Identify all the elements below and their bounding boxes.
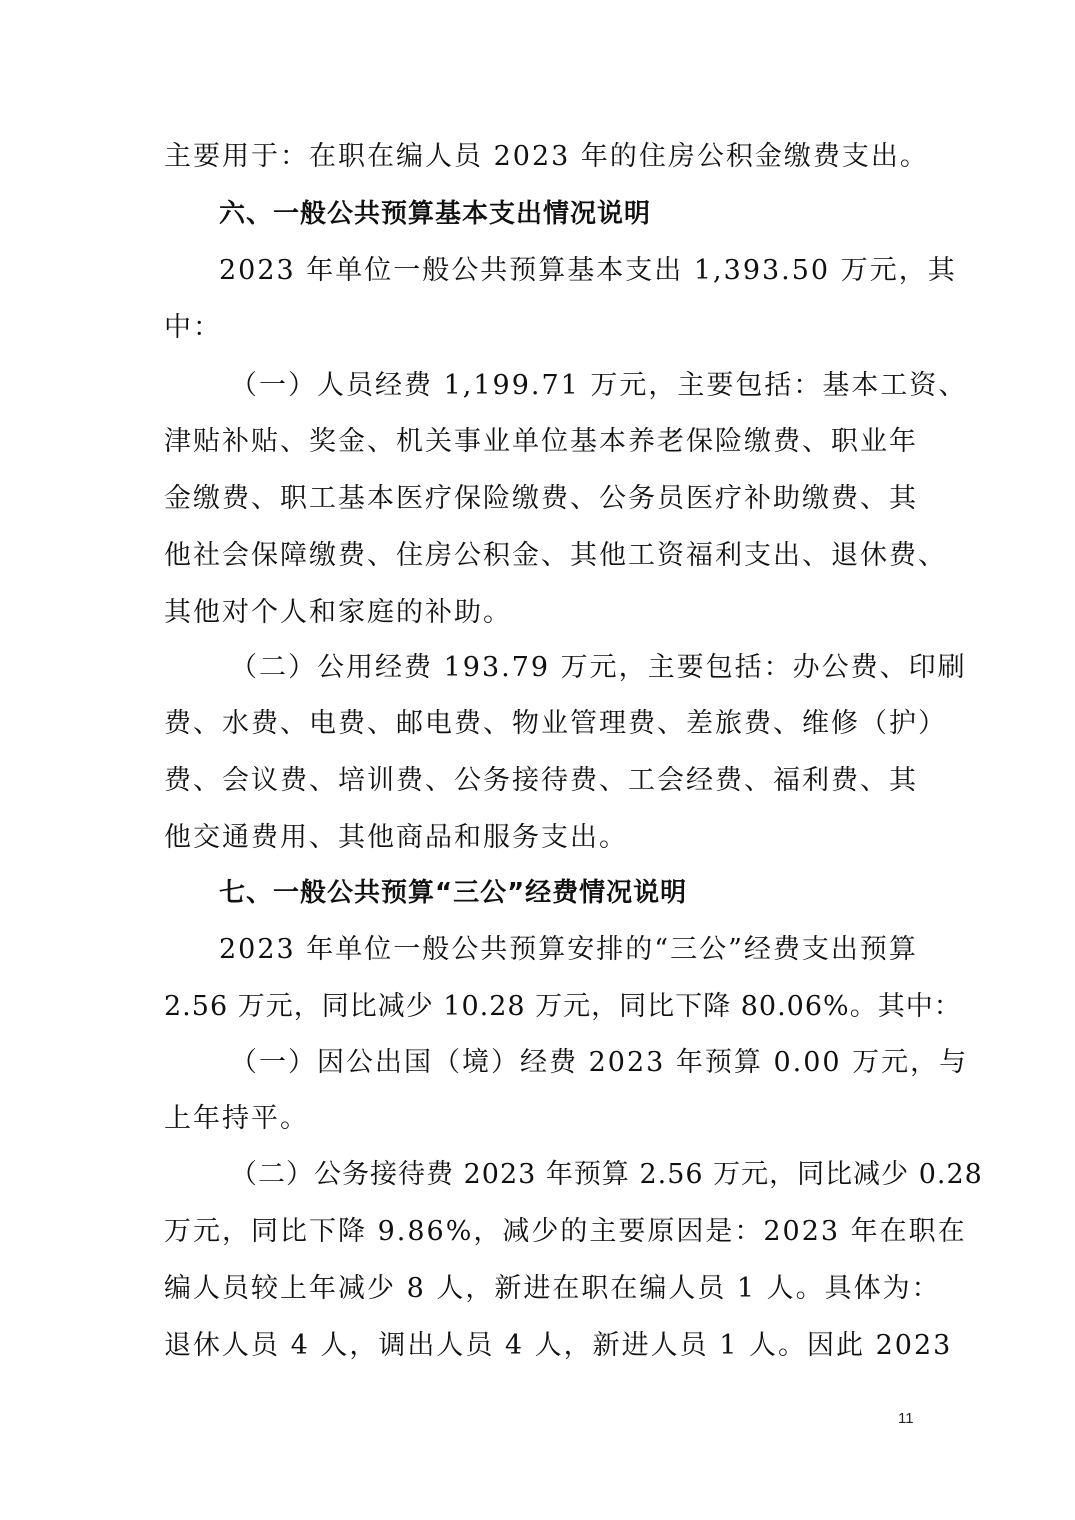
body-line-12: 费、会议费、培训费、公务接待费、工会经费、福利费、其 <box>164 765 918 796</box>
body-line-6: 津贴补贴、奖金、机关事业单位基本养老保险缴费、职业年 <box>164 426 918 457</box>
body-line-9: 其他对个人和家庭的补助。 <box>164 597 512 628</box>
body-line-18: 上年持平。 <box>164 1103 309 1134</box>
body-line-13: 他交通费用、其他商品和服务支出。 <box>164 822 628 853</box>
body-line-5: （一）人员经费 1,199.71 万元，主要包括：基本工资、 <box>230 370 968 401</box>
body-line-20: 万元，同比下降 9.86%，减少的主要原因是：2023 年在职在 <box>164 1216 967 1247</box>
body-line-22: 退休人员 4 人，调出人员 4 人，新进人员 1 人。因此 2023 <box>164 1330 953 1361</box>
body-line-10: （二）公用经费 193.79 万元，主要包括：办公费、印刷 <box>230 652 967 683</box>
body-line-4: 中： <box>164 312 222 343</box>
body-line-21: 编人员较上年减少 8 人，新进在职在编人员 1 人。具体为： <box>164 1273 941 1304</box>
body-line-11: 费、水费、电费、邮电费、物业管理费、差旅费、维修（护） <box>164 708 947 739</box>
body-line-16: 2.56 万元，同比减少 10.28 万元，同比下降 80.06%。其中： <box>164 991 962 1022</box>
body-line-7: 金缴费、职工基本医疗保险缴费、公务员医疗补助缴费、其 <box>164 483 918 514</box>
body-line-1: 主要用于：在职在编人员 2023 年的住房公积金缴费支出。 <box>164 141 929 172</box>
body-line-3: 2023 年单位一般公共预算基本支出 1,393.50 万元，其 <box>219 255 957 286</box>
section-heading-6: 六、一般公共预算基本支出情况说明 <box>219 199 652 229</box>
body-line-15: 2023 年单位一般公共预算安排的“三公”经费支出预算 <box>219 934 918 965</box>
body-line-8: 他社会保障缴费、住房公积金、其他工资福利支出、退休费、 <box>164 540 947 571</box>
body-line-19: （二）公务接待费 2023 年预算 2.56 万元，同比减少 0.28 <box>230 1159 983 1190</box>
body-line-17: （一）因公出国（境）经费 2023 年预算 0.00 万元，与 <box>230 1047 969 1078</box>
page-number: 11 <box>898 1410 914 1427</box>
section-heading-7: 七、一般公共预算“三公”经费情况说明 <box>219 878 688 908</box>
